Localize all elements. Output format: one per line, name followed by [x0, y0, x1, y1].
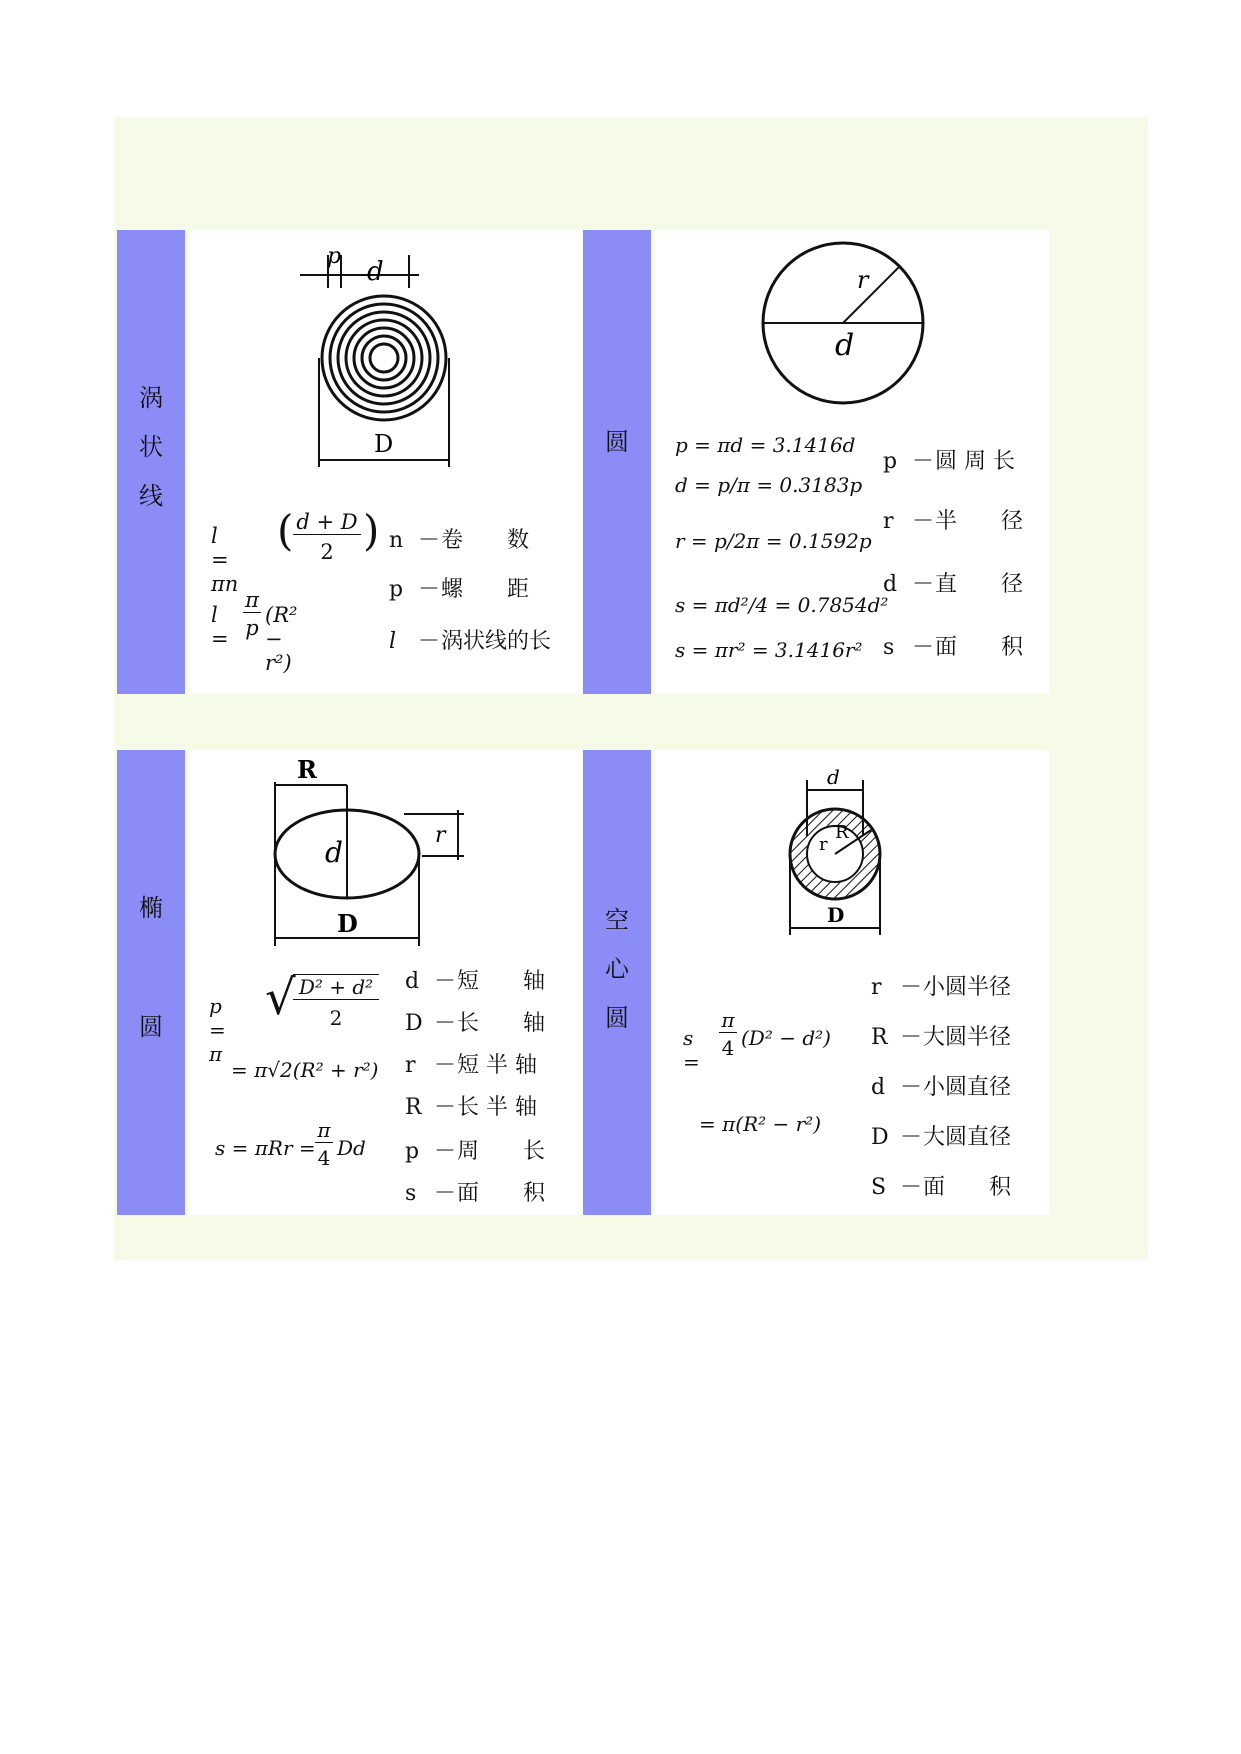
- fraction-denominator: 2: [320, 540, 334, 564]
- sqrt-sign: √: [265, 970, 296, 1026]
- def-line: R －大圆半径: [871, 1025, 1012, 1050]
- cell-hollow: [655, 750, 1049, 1215]
- fig-label-D: D: [374, 430, 394, 458]
- fig-label-d: d: [835, 328, 855, 363]
- fraction-denominator: 4: [317, 1146, 331, 1170]
- fig-label-d: d: [325, 836, 343, 869]
- fraction-numerator: d + D: [293, 510, 361, 535]
- label-circle: [583, 230, 651, 694]
- fraction-numerator: π: [719, 1008, 737, 1033]
- formula-hollow-2: = π(R² − r²): [699, 1112, 821, 1136]
- fig-label-r: r: [435, 823, 446, 848]
- paren-close: ): [363, 506, 380, 555]
- paren-open: (: [277, 506, 294, 555]
- formula-line: r = p/2π = 0.1592p: [675, 529, 872, 553]
- def-line: s －面 积: [405, 1181, 546, 1206]
- label-spiral: [117, 230, 185, 694]
- def-line: l －涡状线的长: [389, 629, 552, 654]
- label-char: 圆: [139, 1013, 163, 1041]
- fig-label-R: R: [297, 755, 317, 784]
- formula-line: s = πd²/4 = 0.7854d²: [675, 593, 889, 617]
- label-char: 圆: [605, 1004, 629, 1032]
- fig-label-d: d: [367, 257, 384, 287]
- fig-label-D: D: [337, 909, 358, 938]
- label-hollow-text: [583, 900, 651, 1033]
- formula-rhs: (R² − r²): [265, 603, 298, 675]
- def-line: r －短 半 轴: [405, 1053, 537, 1078]
- def-line: r －小圆半径: [871, 975, 1012, 1000]
- def-line: d －短 轴: [405, 969, 546, 994]
- formula-lhs: p = π: [209, 994, 226, 1066]
- label-ellipse-text: [117, 888, 185, 1042]
- def-line: S －面 积: [871, 1175, 1012, 1200]
- label-ellipse: [117, 750, 185, 1215]
- formula-lhs: s =: [683, 1026, 700, 1074]
- formula-lhs: l =: [211, 603, 229, 651]
- formula-line: d = p/π = 0.3183p: [675, 473, 863, 497]
- cell-ellipse: [189, 750, 582, 1215]
- label-circle-text: 圆: [605, 428, 629, 456]
- fig-label-D: D: [827, 903, 845, 927]
- fraction-numerator: D² + d²: [293, 974, 379, 1000]
- def-line: p －圆 周 长: [883, 449, 1015, 474]
- fraction-denominator: 4: [721, 1036, 735, 1060]
- label-char: 线: [139, 482, 163, 510]
- def-line: d －直 径: [883, 572, 1024, 597]
- formula-line: s = πr² = 3.1416r²: [675, 638, 863, 662]
- cell-spiral: [189, 230, 582, 694]
- def-line: d －小圆直径: [871, 1075, 1012, 1100]
- label-char: 状: [139, 433, 163, 461]
- def-line: p －螺 距: [389, 577, 530, 602]
- cell-circle: [655, 230, 1049, 694]
- fraction-denominator: p: [245, 616, 259, 640]
- formula-lhs: l = πn: [211, 524, 239, 596]
- fig-label-p: p: [327, 244, 342, 269]
- label-hollow: [583, 750, 651, 1215]
- formula-ellipse-2: = π√2(R² + r²): [231, 1058, 379, 1082]
- def-line: R －长 半 轴: [405, 1095, 537, 1120]
- formula-rhs: (D² − d²): [741, 1026, 831, 1050]
- def-line: p －周 长: [405, 1139, 546, 1164]
- label-char: 空: [605, 906, 629, 934]
- def-line: D －大圆直径: [871, 1125, 1012, 1150]
- fraction-denominator: 2: [329, 1006, 343, 1030]
- def-line: s －面 积: [883, 635, 1024, 660]
- formula-sheet: [114, 117, 1148, 1260]
- fraction-numerator: π: [243, 588, 261, 613]
- def-line: n －卷 数: [389, 528, 530, 553]
- label-char: 椭: [139, 894, 163, 922]
- label-spiral-text: [117, 378, 185, 511]
- formula-lhs: s = πRr =: [215, 1136, 316, 1160]
- fraction-numerator: π: [315, 1118, 333, 1143]
- formula-line: p = πd = 3.1416d: [675, 433, 856, 457]
- def-line: r －半 径: [883, 509, 1024, 534]
- formula-rhs: Dd: [337, 1136, 366, 1160]
- fig-label-r: r: [857, 266, 869, 294]
- label-char: 涡: [139, 384, 163, 412]
- fig-label-r: r: [819, 834, 828, 855]
- fig-label-d: d: [827, 765, 840, 789]
- label-char: 心: [605, 955, 629, 983]
- fig-label-R: R: [835, 822, 849, 843]
- def-line: D －长 轴: [405, 1011, 546, 1036]
